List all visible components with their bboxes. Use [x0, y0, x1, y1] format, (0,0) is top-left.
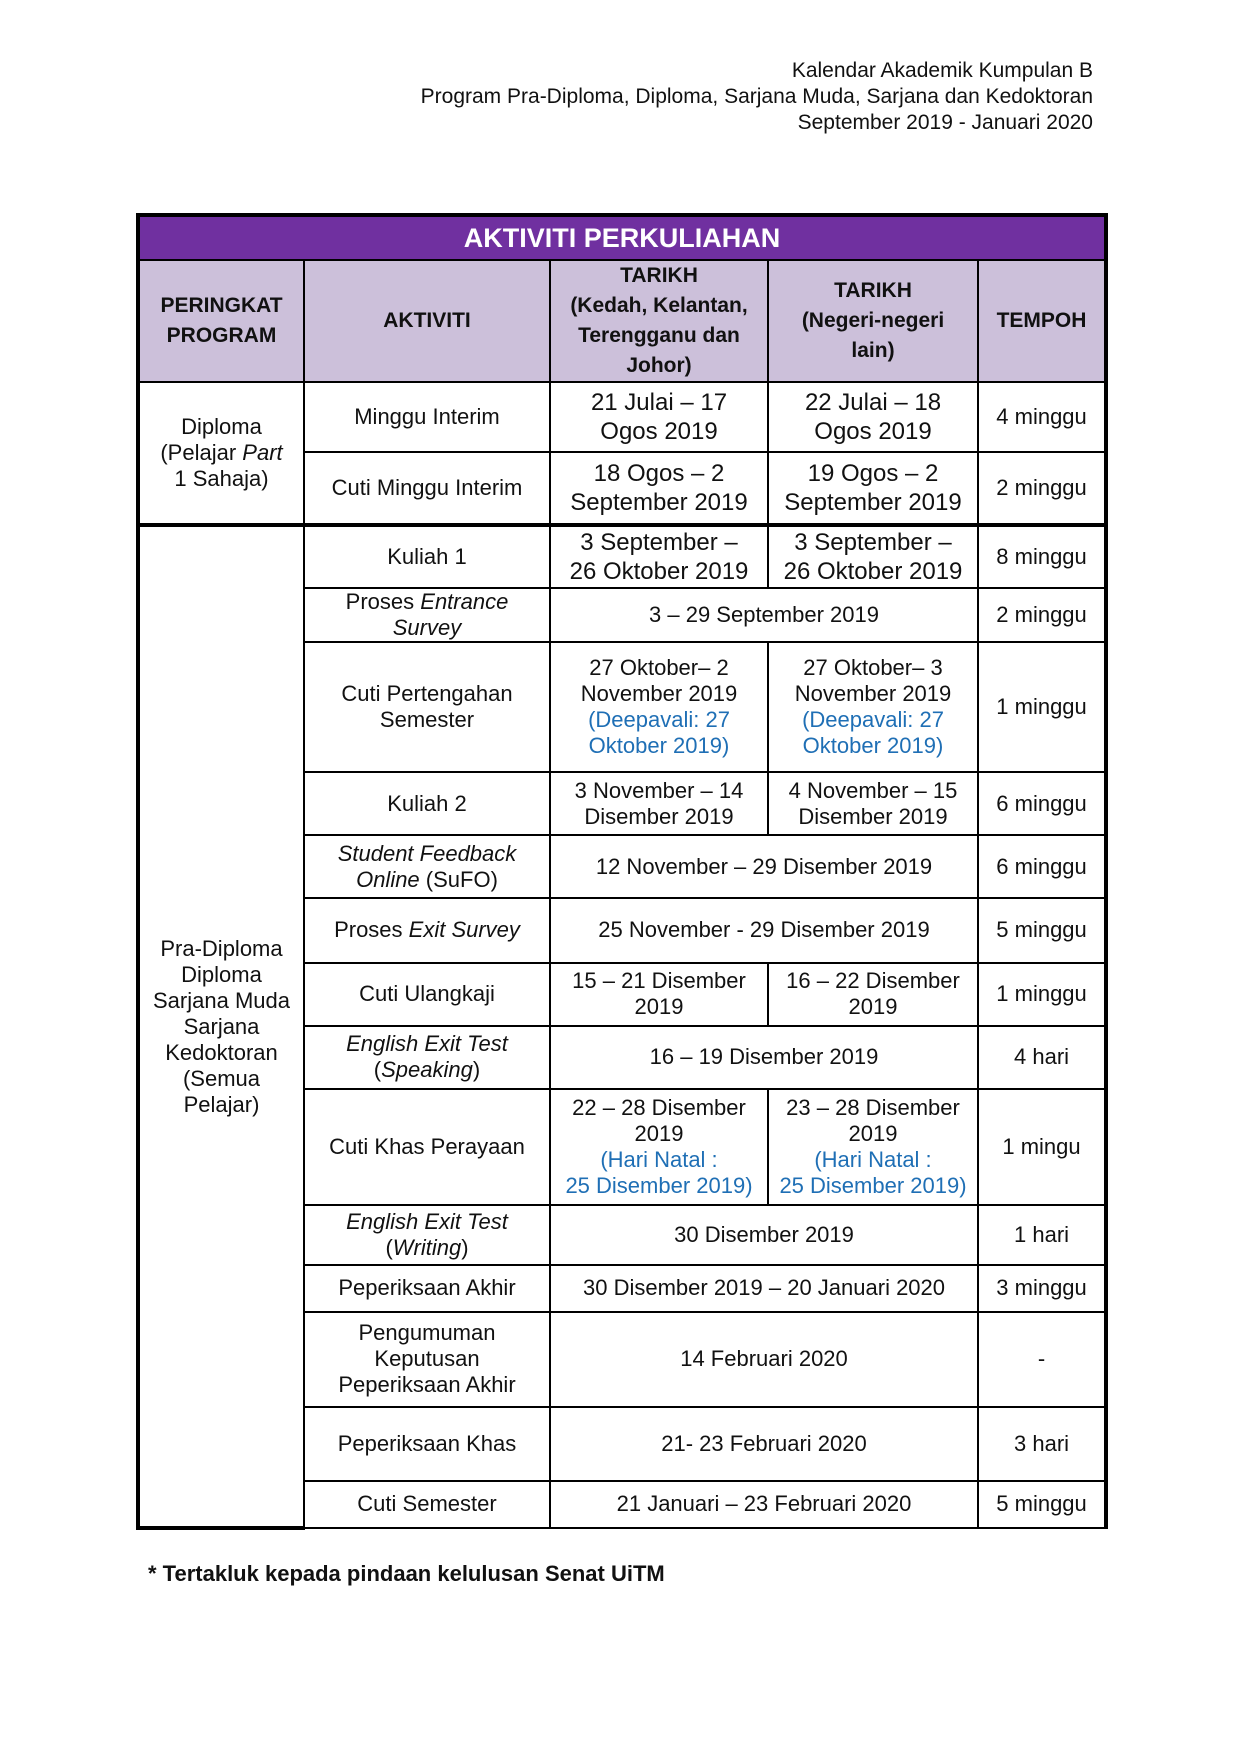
- tempoh-cell: 8 minggu: [978, 525, 1106, 588]
- tempoh-cell: 1 minggu: [978, 642, 1106, 772]
- tarikh-cell: 14 Februari 2020: [550, 1312, 978, 1407]
- tarikh-2-cell: 23 – 28 Disember 2019 (Hari Natal : 25 Disember 2019): [768, 1089, 978, 1205]
- aktiviti-cell: Pengumuman Keputusan Peperiksaan Akhir: [304, 1312, 550, 1407]
- tarikh-2-cell: 22 Julai – 18 Ogos 2019: [768, 382, 978, 452]
- aktiviti-cell: Peperiksaan Khas: [304, 1407, 550, 1481]
- aktiviti-cell: Cuti Pertengahan Semester: [304, 642, 550, 772]
- tempoh-cell: 6 minggu: [978, 772, 1106, 835]
- tempoh-cell: 2 minggu: [978, 452, 1106, 525]
- program-diploma-part1: Diploma (Pelajar Part 1 Sahaja): [138, 382, 304, 525]
- tarikh-cell: 12 November – 29 Disember 2019: [550, 835, 978, 898]
- tempoh-cell: 1 mingu: [978, 1089, 1106, 1205]
- tempoh-cell: 1 hari: [978, 1205, 1106, 1265]
- tempoh-cell: 5 minggu: [978, 1481, 1106, 1528]
- tarikh-1-cell: 15 – 21 Disember 2019: [550, 963, 768, 1026]
- aktiviti-cell: Minggu Interim: [304, 382, 550, 452]
- tarikh-cell: 16 – 19 Disember 2019: [550, 1026, 978, 1089]
- aktiviti-cell: English Exit Test (Speaking): [304, 1026, 550, 1089]
- tempoh-cell: 4 minggu: [978, 382, 1106, 452]
- aktiviti-cell: Cuti Ulangkaji: [304, 963, 550, 1026]
- holiday-note: Oktober 2019): [588, 733, 730, 759]
- aktiviti-cell: Kuliah 2: [304, 772, 550, 835]
- tarikh-cell: 21- 23 Februari 2020: [550, 1407, 978, 1481]
- aktiviti-cell: Peperiksaan Akhir: [304, 1265, 550, 1312]
- aktiviti-cell: Kuliah 1: [304, 525, 550, 588]
- aktiviti-cell: Proses Exit Survey: [304, 898, 550, 962]
- document-header: [421, 58, 1093, 136]
- tempoh-cell: 4 hari: [978, 1026, 1106, 1089]
- aktiviti-cell: Proses Entrance Survey: [304, 588, 550, 642]
- table-row: [138, 382, 1106, 452]
- tarikh-cell: 3 – 29 September 2019: [550, 588, 978, 642]
- tarikh-1-cell: 22 – 28 Disember 2019 (Hari Natal : 25 Disember 2019): [550, 1089, 768, 1205]
- tempoh-cell: -: [978, 1312, 1106, 1407]
- tarikh-2-cell: 19 Ogos – 2 September 2019: [768, 452, 978, 525]
- aktiviti-cell: Student Feedback Online (SuFO): [304, 835, 550, 898]
- holiday-note: (Hari Natal :: [814, 1146, 932, 1172]
- tarikh-1-cell: 3 September – 26 Oktober 2019: [550, 525, 768, 588]
- aktiviti-cell: Cuti Minggu Interim: [304, 452, 550, 525]
- header-line-1: Kalendar Akademik Kumpulan B: [791, 59, 1093, 82]
- tarikh-2-cell: 3 September – 26 Oktober 2019: [768, 525, 978, 588]
- holiday-note: (Deepavali: 27: [588, 707, 730, 733]
- table-title: AKTIVITI PERKULIAHAN: [138, 215, 1106, 260]
- tarikh-2-cell: 4 November – 15 Disember 2019: [768, 772, 978, 835]
- tarikh-cell: 25 November - 29 Disember 2019: [550, 898, 978, 962]
- col-tempoh: TEMPOH: [978, 260, 1106, 382]
- footnote: * Tertakluk kepada pindaan kelulusan Senat UiTM: [148, 1561, 665, 1586]
- col-tarikh-1: TARIKH (Kedah, Kelantan, Terengganu dan Johor): [550, 260, 768, 382]
- aktiviti-cell: Cuti Semester: [304, 1481, 550, 1528]
- header-line-2: Program Pra-Diploma, Diploma, Sarjana Muda, Sarjana dan Kedoktoran: [420, 85, 1093, 108]
- title-row: [138, 215, 1106, 260]
- tempoh-cell: 3 hari: [978, 1407, 1106, 1481]
- holiday-note: 25 Disember 2019): [565, 1172, 753, 1198]
- aktiviti-cell: English Exit Test (Writing): [304, 1205, 550, 1265]
- tarikh-1-cell: 3 November – 14 Disember 2019: [550, 772, 768, 835]
- tempoh-cell: 6 minggu: [978, 835, 1106, 898]
- holiday-note: (Hari Natal :: [600, 1146, 718, 1172]
- tempoh-cell: 1 minggu: [978, 963, 1106, 1026]
- col-tarikh-2: TARIKH (Negeri-negeri lain): [768, 260, 978, 382]
- tempoh-cell: 2 minggu: [978, 588, 1106, 642]
- program-semua-pelajar: Pra-Diploma Diploma Sarjana Muda Sarjana Kedoktoran (Semua Pelajar): [138, 525, 304, 1528]
- col-peringkat-program: PERINGKAT PROGRAM: [138, 260, 304, 382]
- header-line-3: September 2019 - Januari 2020: [797, 111, 1093, 134]
- holiday-note: 25 Disember 2019): [779, 1172, 967, 1198]
- column-header-row: [138, 260, 1106, 382]
- holiday-note: Oktober 2019): [802, 733, 944, 759]
- tempoh-cell: 3 minggu: [978, 1265, 1106, 1312]
- calendar-table: [136, 213, 1108, 1530]
- tarikh-1-cell: 18 Ogos – 2 September 2019: [550, 452, 768, 525]
- tarikh-1-cell: 21 Julai – 17 Ogos 2019: [550, 382, 768, 452]
- holiday-note: (Deepavali: 27: [802, 707, 944, 733]
- tempoh-cell: 5 minggu: [978, 898, 1106, 962]
- tarikh-cell: 21 Januari – 23 Februari 2020: [550, 1481, 978, 1528]
- tarikh-1-cell: 27 Oktober– 2 November 2019 (Deepavali: 27 Oktober 2019): [550, 642, 768, 772]
- tarikh-cell: 30 Disember 2019 – 20 Januari 2020: [550, 1265, 978, 1312]
- col-aktiviti: AKTIVITI: [304, 260, 550, 382]
- aktiviti-cell: Cuti Khas Perayaan: [304, 1089, 550, 1205]
- tarikh-2-cell: 27 Oktober– 3 November 2019 (Deepavali: 27 Oktober 2019): [768, 642, 978, 772]
- tarikh-cell: 30 Disember 2019: [550, 1205, 978, 1265]
- tarikh-2-cell: 16 – 22 Disember 2019: [768, 963, 978, 1026]
- table-row: [138, 525, 1106, 588]
